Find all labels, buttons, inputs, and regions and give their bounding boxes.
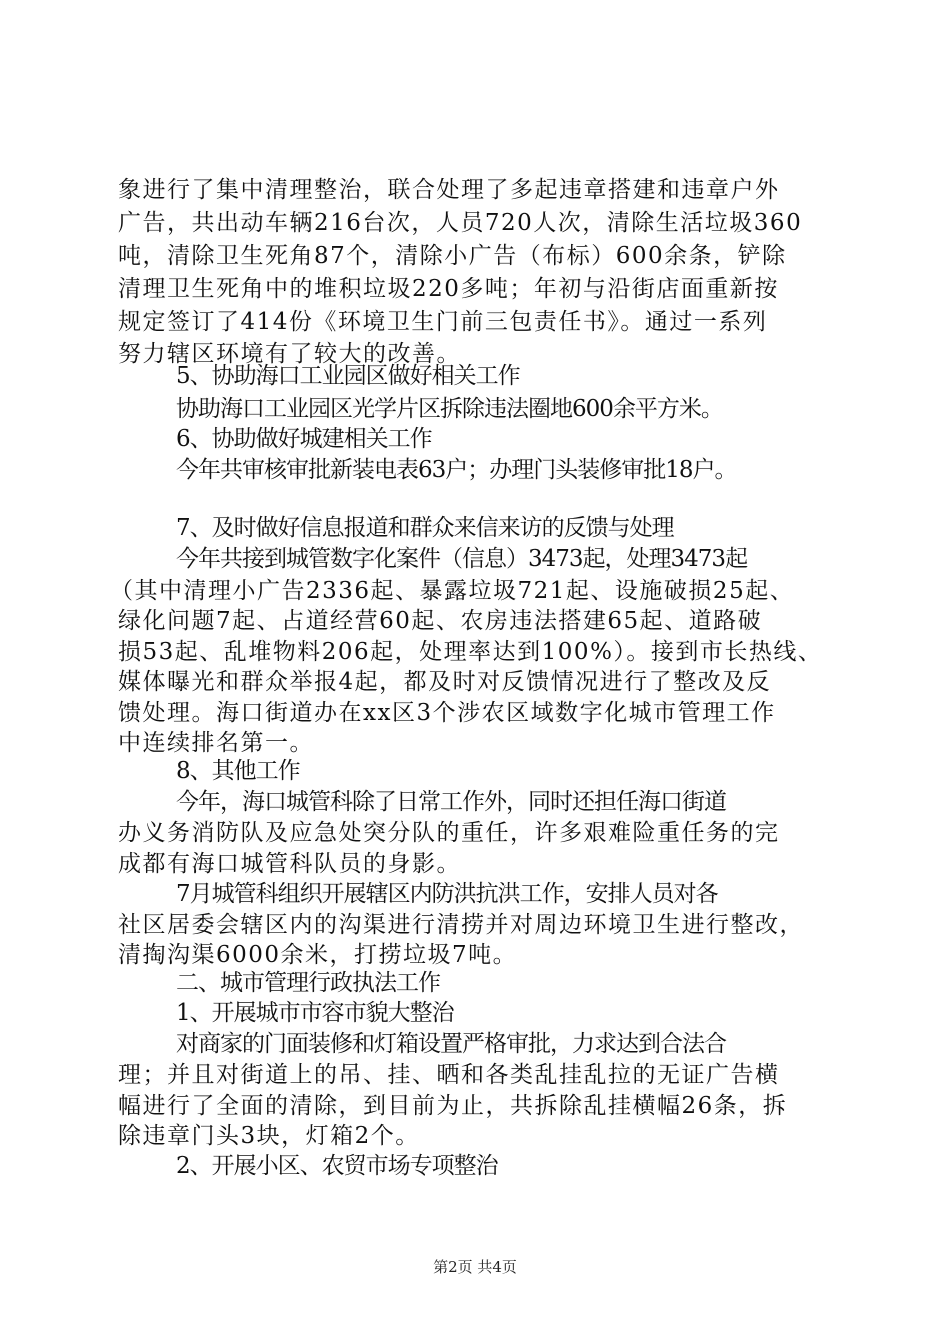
section-heading: 二、城市管理行政执法工作 bbox=[176, 970, 440, 996]
page-footer: 第2页 共4页 bbox=[433, 1258, 517, 1276]
section-heading: 5、协助海口工业园区做好相关工作 bbox=[176, 363, 520, 389]
text-line: 除违章门头3块，灯箱2个。 bbox=[118, 1123, 420, 1149]
text-line: 规定签订了414份《环境卫生门前三包责任书》。通过一系列 bbox=[118, 309, 768, 335]
section-heading: 6、协助做好城建相关工作 bbox=[176, 426, 432, 452]
text-line: 清理卫生死角中的堆积垃圾220多吨；年初与沿街店面重新按 bbox=[118, 276, 779, 302]
section-heading: 1、开展城市市容市貌大整治 bbox=[176, 1000, 454, 1026]
text-line: 损53起、乱堆物料206起，处理率达到100%）。接到市长热线、 bbox=[118, 639, 823, 665]
text-line: 成都有海口城管科队员的身影。 bbox=[118, 851, 461, 877]
text-line: 幅进行了全面的清除，到目前为止，共拆除乱挂横幅26条，拆 bbox=[118, 1093, 788, 1119]
text-line: 象进行了集中清理整治，联合处理了多起违章搭建和违章户外 bbox=[118, 177, 780, 203]
text-line: 绿化问题7起、占道经营60起、农房违法搭建65起、道路破 bbox=[118, 608, 763, 634]
text-line: （其中清理小广告2336起、暴露垃圾721起、设施破损25起、 bbox=[110, 578, 795, 604]
section-heading: 2、开展小区、农贸市场专项整治 bbox=[176, 1153, 498, 1179]
section-heading: 7、及时做好信息报道和群众来信来访的反馈与处理 bbox=[176, 515, 674, 541]
section-heading: 8、其他工作 bbox=[176, 758, 300, 784]
text-line: 7月城管科组织开展辖区内防洪抗洪工作，安排人员对各 bbox=[176, 881, 718, 907]
text-line: 理；并且对街道上的吊、挂、晒和各类乱挂乱拉的无证广告横 bbox=[118, 1062, 780, 1088]
text-line: 今年共审核审批新装电表63户；办理门头装修审批18户。 bbox=[176, 457, 737, 483]
text-line: 吨，清除卫生死角87个，清除小广告（布标）600余条，铲除 bbox=[118, 243, 787, 269]
text-line: 协助海口工业园区光学片区拆除违法圈地600余平方米。 bbox=[176, 396, 723, 422]
text-line: 今年，海口城管科除了日常工作外，同时还担任海口街道 bbox=[176, 789, 726, 815]
text-line: 馈处理。海口街道办在xx区3个涉农区域数字化城市管理工作 bbox=[118, 700, 776, 726]
text-line: 努力辖区环境有了较大的改善。 bbox=[118, 341, 461, 367]
text-line: 媒体曝光和群众举报4起，都及时对反馈情况进行了整改及反 bbox=[118, 669, 772, 695]
text-line: 社区居委会辖区内的沟渠进行清捞并对周边环境卫生进行整改， bbox=[118, 912, 804, 938]
text-line: 今年共接到城管数字化案件（信息）3473起，处理3473起 bbox=[176, 546, 748, 572]
text-line: 广告，共出动车辆216台次，人员720人次，清除生活垃圾360 bbox=[118, 210, 803, 236]
text-line: 办义务消防队及应急处突分队的重任，许多艰难险重任务的完 bbox=[118, 820, 780, 846]
text-line: 清掏沟渠6000余米，打捞垃圾7吨。 bbox=[118, 942, 518, 968]
text-line: 中连续排名第一。 bbox=[118, 730, 314, 756]
text-line: 对商家的门面装修和灯箱设置严格审批，力求达到合法合 bbox=[176, 1031, 726, 1057]
